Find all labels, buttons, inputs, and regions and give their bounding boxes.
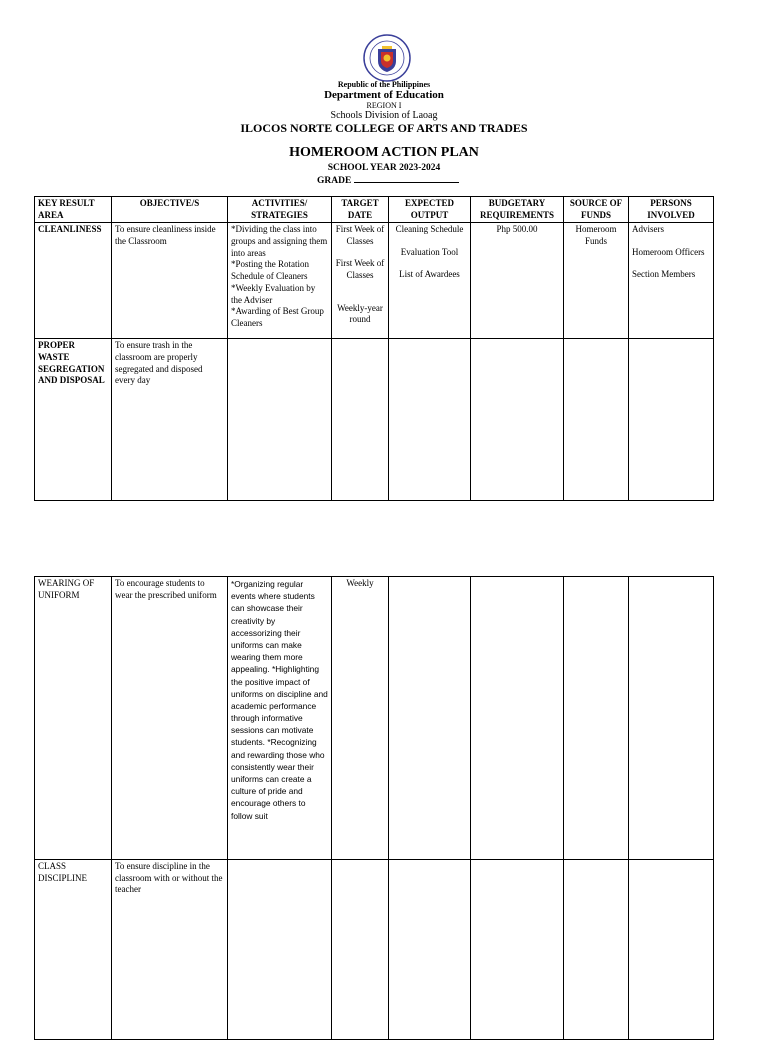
output-item: Evaluation Tool (400, 246, 459, 257)
department-line: Department of Education (324, 89, 444, 101)
activities-cell[interactable]: *Organizing regular events where students can showcase their creativity by accessorizing their uniforms can make wearing them more appealing. *Highlighting the positive impact of uniforms on discipline and academic performance through informative sessions can motivate students. *Recognizing and rewarding those who consistently wear their uniforms can create a culture of pride and encourage others to follow suit (228, 577, 332, 860)
region-line: REGION I (366, 101, 402, 110)
person-item: Section Members (632, 268, 696, 279)
column-header: BUDGETARY REQUIREMENTS (471, 197, 564, 223)
objective-cell[interactable]: To ensure discipline in the classroom with or without the teacher (112, 860, 228, 1040)
source-of-funds-cell[interactable] (564, 577, 629, 860)
column-header: EXPECTED OUTPUT (389, 197, 471, 223)
budget-cell[interactable] (471, 577, 564, 860)
target-date-cell[interactable]: Weekly (332, 577, 389, 860)
expected-output-cell[interactable] (389, 860, 471, 1040)
table-row (35, 860, 714, 1040)
target-date-item: First Week of Classes (335, 258, 385, 280)
kra-cell[interactable]: WEARING OF UNIFORM (35, 577, 112, 860)
expected-output-cell[interactable] (389, 223, 471, 339)
budget-cell[interactable]: Php 500.00 (471, 223, 564, 339)
kra-cell[interactable]: PROPER WASTE SEGREGATION AND DISPOSAL (35, 339, 112, 501)
table-row (35, 339, 714, 501)
activity-item: *Awarding of Best Group Cleaners (231, 306, 324, 328)
page-title: HOMEROOM ACTION PLAN (289, 145, 479, 160)
table-header-row (35, 197, 714, 223)
budget-cell[interactable] (471, 339, 564, 501)
person-item: Advisers (632, 224, 664, 235)
action-plan-table-page-2 (34, 576, 714, 1040)
activities-cell[interactable] (228, 339, 332, 501)
activity-item: *Posting the Rotation Schedule of Cleaners (231, 259, 310, 282)
column-header: SOURCE OF FUNDS (564, 197, 629, 223)
column-header: KEY RESULT AREA (35, 197, 112, 223)
deped-seal-icon (363, 34, 411, 82)
column-header: PERSONS INVOLVED (629, 197, 714, 223)
source-of-funds-cell[interactable]: Homeroom Funds (564, 223, 629, 339)
target-date-cell[interactable] (332, 223, 389, 339)
expected-output-cell[interactable] (389, 577, 471, 860)
division-line: Schools Division of Laoag (330, 110, 438, 121)
table-row (35, 223, 714, 339)
column-header: ACTIVITIES/ STRATEGIES (228, 197, 332, 223)
republic-line: Republic of the Philippines (337, 80, 431, 89)
kra-cell[interactable]: CLASS DISCIPLINE (35, 860, 112, 1040)
grade-field[interactable] (317, 174, 459, 186)
source-of-funds-cell[interactable] (564, 339, 629, 501)
grade-label: GRADE (317, 176, 352, 186)
objective-cell[interactable]: To ensure cleanliness inside the Classroom (112, 223, 228, 339)
grade-blank-line[interactable] (354, 174, 459, 183)
target-date-cell[interactable] (332, 339, 389, 501)
column-header: OBJECTIVE/S (112, 197, 228, 223)
persons-involved-cell[interactable] (629, 223, 714, 339)
source-of-funds-cell[interactable] (564, 860, 629, 1040)
person-item: Homeroom Officers (632, 246, 705, 257)
action-plan-table-page-1 (34, 196, 714, 501)
target-date-item: First Week of Classes (335, 224, 385, 247)
target-date-item: Weekly-year round (337, 302, 383, 325)
target-date-cell[interactable] (332, 860, 389, 1040)
expected-output-cell[interactable] (389, 339, 471, 501)
persons-involved-cell[interactable] (629, 860, 714, 1040)
table-row (35, 577, 714, 860)
school-name: ILOCOS NORTE COLLEGE OF ARTS AND TRADES (240, 121, 528, 135)
persons-involved-cell[interactable] (629, 577, 714, 860)
activities-cell[interactable] (228, 223, 332, 339)
activity-item: *Weekly Evaluation by the Adviser (231, 282, 316, 305)
kra-cell[interactable]: CLEANLINESS (35, 223, 112, 339)
activity-item: *Dividing the class into groups and assigning them into areas (231, 224, 328, 258)
budget-cell[interactable] (471, 860, 564, 1040)
objective-cell[interactable]: To encourage students to wear the prescribed uniform (112, 577, 228, 860)
output-item: Cleaning Schedule (395, 224, 464, 235)
column-header: TARGET DATE (332, 197, 389, 223)
persons-involved-cell[interactable] (629, 339, 714, 501)
output-item: List of Awardees (399, 268, 460, 279)
objective-cell[interactable]: To ensure trash in the classroom are properly segregated and disposed every day (112, 339, 228, 501)
activities-cell[interactable] (228, 860, 332, 1040)
school-year: SCHOOL YEAR 2023-2024 (327, 163, 441, 173)
